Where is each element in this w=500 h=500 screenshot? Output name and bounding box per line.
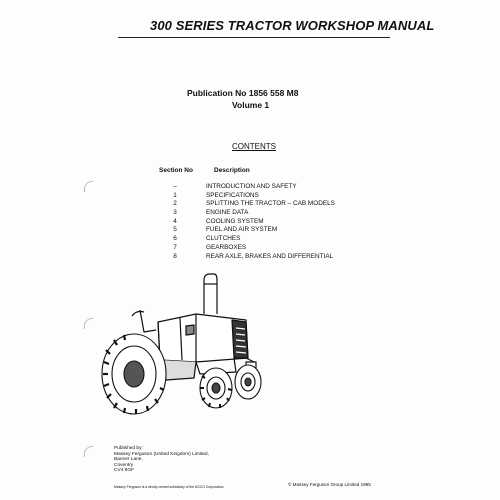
publisher-line: Massey Ferguson (United Kingdom) Limited, (114, 451, 209, 457)
title-underline (118, 37, 390, 38)
section-number: 6 (173, 235, 177, 243)
section-description: COOLING SYSTEM (206, 217, 264, 225)
punch-hole-mark (84, 181, 93, 192)
contents-row (160, 192, 400, 201)
section-description: CLUTCHES (206, 235, 241, 243)
section-description: FUEL AND AIR SYSTEM (206, 226, 278, 234)
section-description: REAR AXLE, BRAKES AND DIFFERENTIAL (206, 252, 334, 260)
section-description: GEARBOXES (206, 243, 247, 251)
section-number: – (173, 183, 177, 190)
publication-number: Publication No 1856 558 M8 (187, 88, 299, 98)
contents-list (160, 183, 400, 261)
contents-row (160, 235, 400, 244)
publisher-line: Banner Lane, (114, 457, 143, 463)
section-description: ENGINE DATA (206, 209, 249, 217)
section-number: 1 (173, 191, 177, 199)
copyright-notice: © Massey Ferguson Group Limited 1995 (288, 482, 371, 487)
description-column-header: Description (214, 167, 250, 174)
contents-heading: CONTENTS (232, 142, 276, 151)
section-number: 4 (173, 217, 177, 225)
publisher-line: Published by: (114, 446, 143, 451)
contents-row (160, 244, 400, 253)
document-title: 300 SERIES TRACTOR WORKSHOP MANUAL (150, 18, 435, 33)
section-description: SPECIFICATIONS (206, 191, 259, 199)
punch-hole-mark (84, 318, 93, 329)
section-description: SPLITTING THE TRACTOR – CAB MODELS (206, 200, 335, 208)
contents-row (160, 183, 400, 192)
contents-row (160, 200, 400, 209)
contents-row (160, 218, 400, 227)
punch-hole-mark (84, 446, 93, 457)
publisher-address (114, 446, 209, 474)
contents-row (160, 226, 400, 235)
contents-row (160, 253, 400, 262)
publisher-line: CV4 9GF (114, 468, 134, 474)
section-number-column-header: Section No (159, 167, 193, 174)
section-number: 7 (173, 243, 177, 251)
section-number: 8 (173, 252, 177, 260)
tractor-illustration (96, 270, 272, 420)
ownership-note: Massey Ferguson is a wholly owned subsidiary of the AGCO Corporation (114, 485, 224, 489)
publication-volume: Volume 1 (232, 100, 270, 110)
section-number: 2 (173, 200, 177, 208)
section-number: 5 (173, 226, 177, 234)
contents-row (160, 209, 400, 218)
section-number: 3 (173, 209, 177, 217)
section-description: INTRODUCTION AND SAFETY (206, 183, 297, 190)
publisher-line: Coventry (114, 462, 134, 468)
